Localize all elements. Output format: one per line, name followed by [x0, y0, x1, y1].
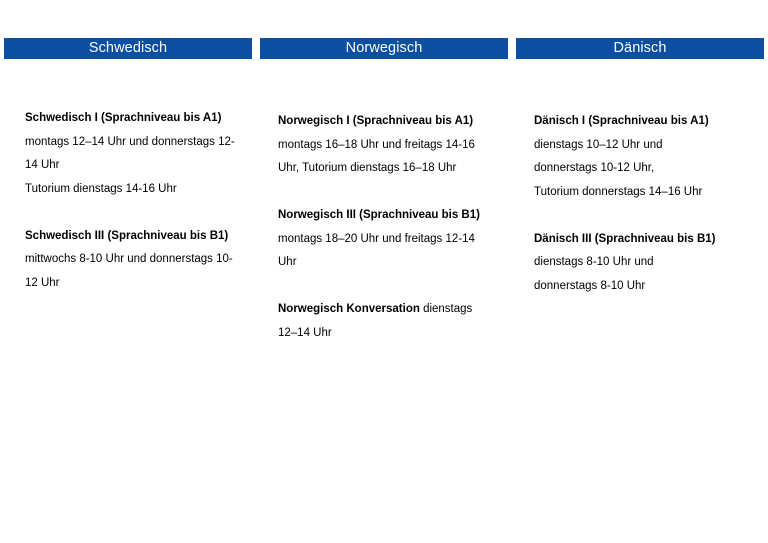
course-schwedisch-1	[25, 107, 245, 201]
course-title: Dänisch I (Sprachniveau bis A1)	[534, 115, 709, 127]
column-header-schwedisch: Schwedisch	[4, 38, 252, 59]
course-schedule-text: dienstags 12–14 Uhr	[278, 303, 473, 339]
course-title: Norwegisch Konversation	[278, 303, 420, 315]
column-content-norwegisch	[260, 59, 508, 345]
course-schedule-text: montags 12–14 Uhr und donnerstags 12-14 Uhr	[25, 135, 235, 171]
course-schedule-text: dienstags 10–12 Uhr und donnerstags 10-12 Uhr,	[534, 138, 663, 174]
column-daenisch	[516, 38, 764, 322]
course-daenisch-3	[534, 228, 744, 299]
course-tutorium-text: Tutorium donnerstags 14–16 Uhr	[534, 185, 703, 198]
column-norwegisch	[260, 38, 508, 369]
course-title: Norwegisch III (Sprachniveau bis B1)	[278, 209, 480, 221]
course-schedule-text: dienstags 8-10 Uhr und donnerstags 8-10 Uhr	[534, 256, 654, 292]
course-daenisch-1	[534, 110, 744, 204]
course-tutorium-text: Tutorium dienstags 14-16 Uhr	[25, 182, 177, 195]
column-header-norwegisch: Norwegisch	[260, 38, 508, 59]
column-content-schwedisch	[4, 59, 252, 295]
course-title: Norwegisch I (Sprachniveau bis A1)	[278, 115, 474, 127]
course-title: Schwedisch III (Sprachniveau bis B1)	[25, 229, 229, 242]
course-norwegisch-3	[278, 204, 488, 275]
course-title: Schwedisch I (Sprachniveau bis A1)	[25, 112, 222, 124]
course-schedule-text: montags 18–20 Uhr und freitags 12-14 Uhr	[278, 232, 475, 268]
column-header-daenisch: Dänisch	[516, 38, 764, 59]
course-schwedisch-3	[25, 225, 245, 296]
course-norwegisch-konversation	[278, 298, 488, 345]
column-schwedisch	[4, 38, 252, 319]
course-schedule-text: montags 16–18 Uhr und freitags 14-16 Uhr, Tutorium dienstags 16–18 Uhr	[278, 138, 475, 174]
course-schedule-text: mittwochs 8-10 Uhr und donnerstags 10-12 Uhr	[25, 253, 233, 289]
column-content-daenisch	[516, 59, 764, 298]
course-title: Dänisch III (Sprachniveau bis B1)	[534, 232, 716, 245]
course-norwegisch-1	[278, 110, 488, 181]
